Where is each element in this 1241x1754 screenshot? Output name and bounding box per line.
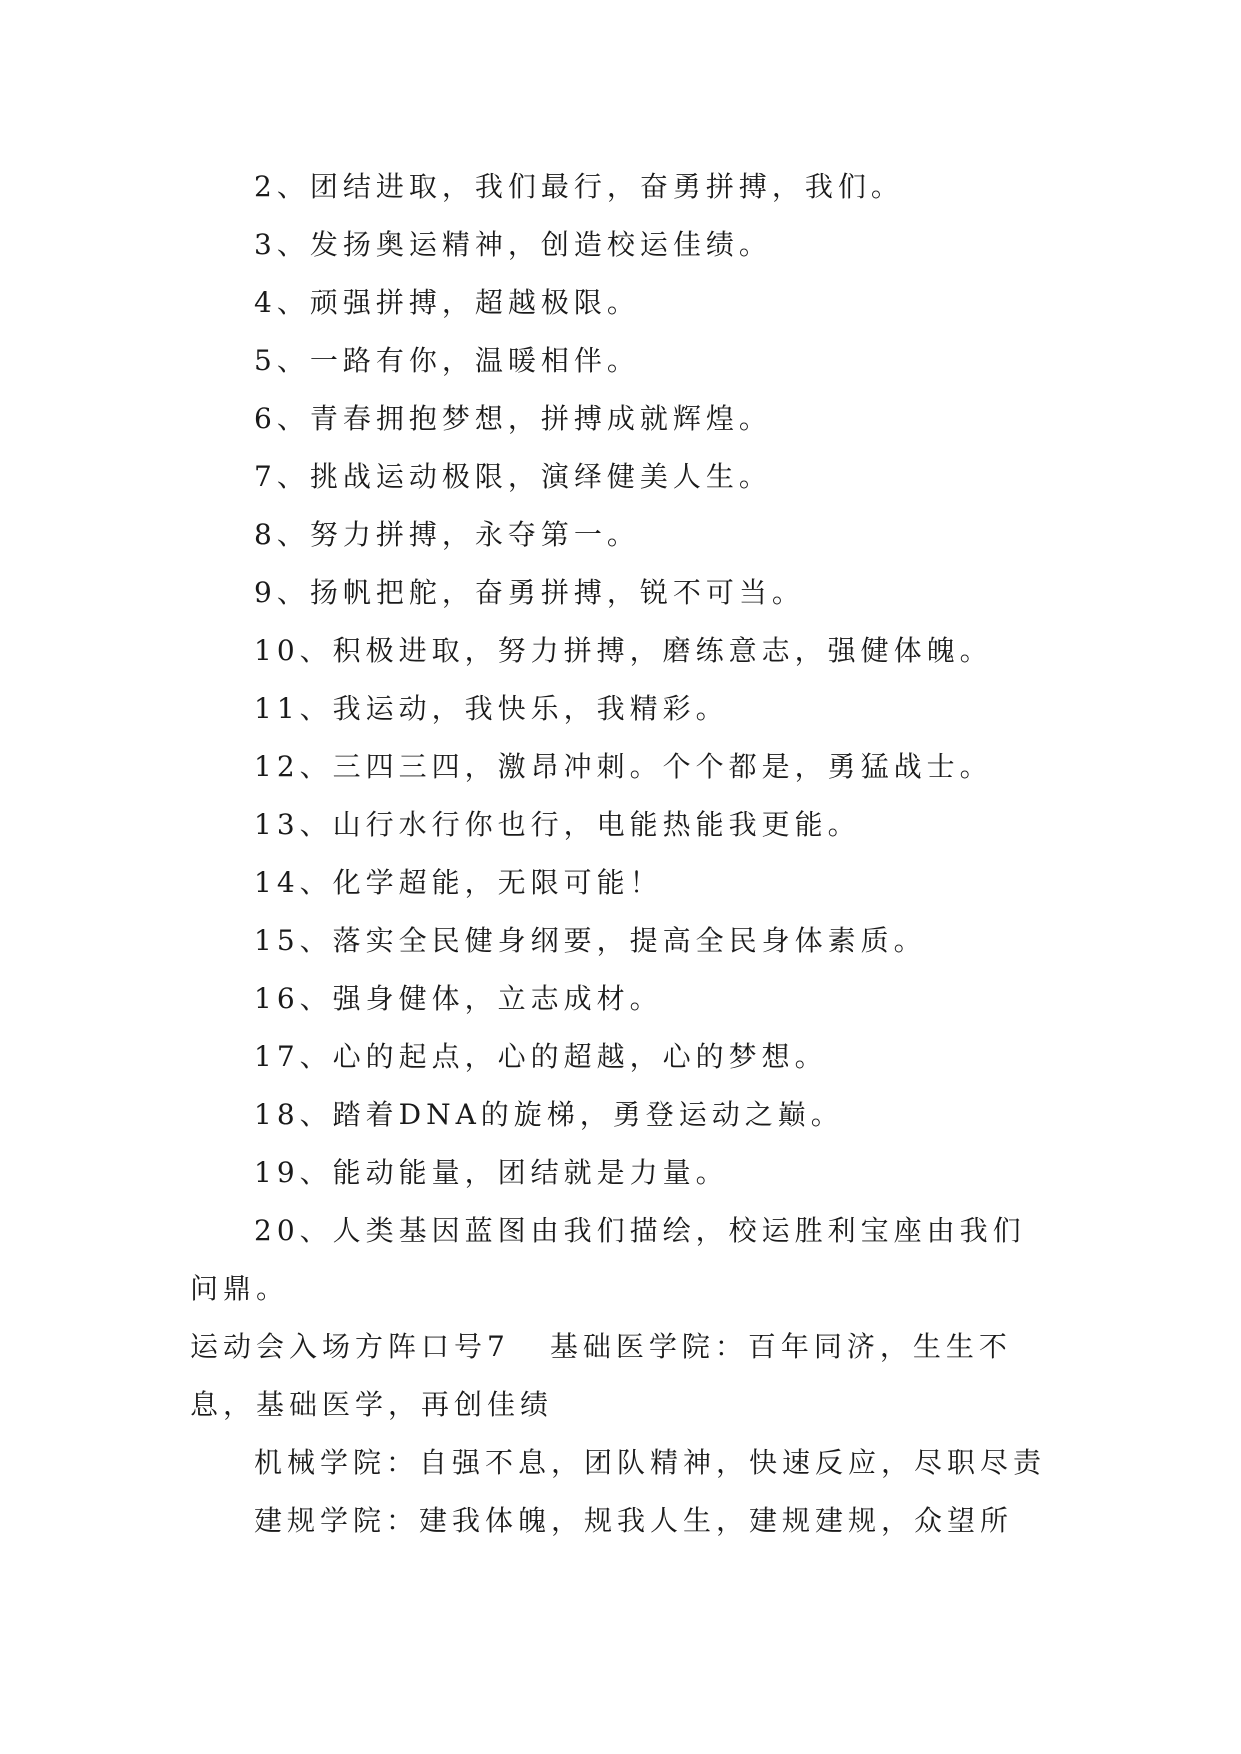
slogan-item: 11、我运动，我快乐，我精彩。 xyxy=(254,692,729,725)
slogan-item: 13、山行水行你也行，电能热能我更能。 xyxy=(254,808,861,841)
slogan-architecture: 建规学院：建我体魄，规我人生，建规建规，众望所 xyxy=(254,1504,1014,1537)
slogan-item: 6、青春拥抱梦想，拼搏成就辉煌。 xyxy=(254,402,772,435)
slogan-item: 17、心的起点，心的超越，心的梦想。 xyxy=(254,1040,828,1073)
slogan-item: 8、努力拼搏，永夺第一。 xyxy=(254,518,640,551)
slogan-item-20: 20、人类基因蓝图由我们描绘，校运胜利宝座由我们问鼎。 xyxy=(190,1214,1026,1305)
slogan-item: 15、落实全民健身纲要，提高全民身体素质。 xyxy=(254,924,927,957)
slogan-item: 18、踏着DNA的旋梯，勇登运动之巅。 xyxy=(254,1098,844,1131)
slogan-item: 4、顽强拼搏，超越极限。 xyxy=(254,286,640,319)
slogan-item: 16、强身健体，立志成材。 xyxy=(254,982,663,1015)
slogan-item: 12、三四三四，激昂冲刺。个个都是，勇猛战士。 xyxy=(254,750,993,783)
slogan-item: 3、发扬奥运精神，创造校运佳绩。 xyxy=(254,228,772,261)
section-title: 运动会入场方阵口号7 xyxy=(190,1330,510,1363)
slogan-item: 14、化学超能，无限可能！ xyxy=(254,866,663,899)
slogan-item: 9、扬帆把舵，奋勇拼搏，锐不可当。 xyxy=(254,576,805,609)
section-paragraph xyxy=(190,1318,1052,1434)
slogan-item: 7、挑战运动极限，演绎健美人生。 xyxy=(254,460,772,493)
section-first-slogan: 基础医学院：百年同济，生生不息，基础医学，再创佳绩 xyxy=(190,1330,1012,1421)
slogan-list xyxy=(190,158,1052,1202)
slogan-item: 2、团结进取，我们最行，奋勇拼搏，我们。 xyxy=(254,170,904,203)
slogan-item: 19、能动能量，团结就是力量。 xyxy=(254,1156,729,1189)
slogan-item: 10、积极进取，努力拼搏，磨练意志，强健体魄。 xyxy=(254,634,993,667)
slogan-item: 5、一路有你，温暖相伴。 xyxy=(254,344,640,377)
document-body xyxy=(190,158,1052,1550)
slogan-machinery: 机械学院：自强不息，团队精神，快速反应，尽职尽责 xyxy=(254,1446,1047,1479)
